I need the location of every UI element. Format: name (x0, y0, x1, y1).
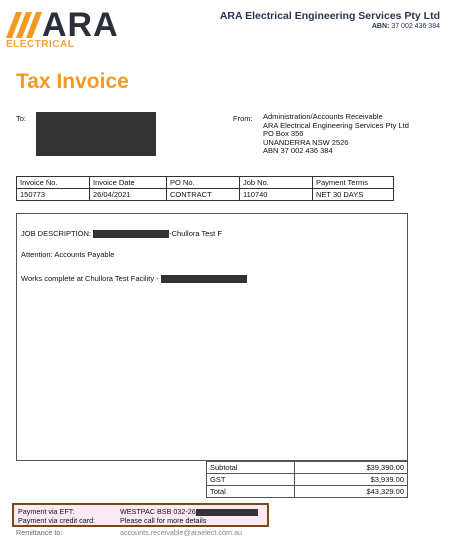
from-line: ABN 37 002 436 384 (263, 146, 333, 156)
logo-subtitle: ELECTRICAL (6, 39, 75, 50)
total-value: $43,329.00 (294, 486, 407, 498)
from-label: From: (233, 114, 253, 123)
subtotal-value: $39,390.00 (294, 462, 407, 474)
po-number: CONTRACT (167, 189, 240, 201)
invoice-date: 26/04/2021 (90, 189, 167, 201)
from-line: Administration/Accounts Receivable (263, 112, 383, 121)
logo-text: ARA (42, 6, 119, 44)
total-label: Total (207, 486, 295, 498)
totals-table (206, 461, 408, 498)
from-line: ARA Electrical Engineering Services Pty Ltd (263, 120, 409, 130)
table-row (207, 462, 408, 474)
redacted-account (196, 509, 258, 516)
remittance-label: Remittance to: (16, 528, 63, 537)
job-description-line (21, 229, 222, 238)
header-cell: Invoice No. (17, 177, 90, 189)
job-description-label: JOB DESCRIPTION: (21, 229, 92, 238)
attention-line: Attention: Accounts Payable (21, 250, 115, 259)
payment-terms: NET 30 DAYS (313, 189, 394, 201)
gst-value: $3,939.00 (294, 474, 407, 486)
job-description-suffix: -Chullora Test F (169, 229, 222, 238)
invoice-number: 150773 (17, 189, 90, 201)
card-value: Please call for more details (120, 516, 207, 525)
table-header-row (17, 177, 394, 189)
from-line: PO Box 356 (263, 129, 304, 139)
company-name: ARA Electrical Engineering Services Pty Ltd (219, 10, 440, 22)
redacted-recipient (36, 112, 156, 156)
table-row (207, 486, 408, 498)
subtotal-label: Subtotal (207, 462, 295, 474)
from-address (263, 113, 409, 156)
page-title: Tax Invoice (16, 70, 129, 93)
header-cell: Payment Terms (313, 177, 394, 189)
table-row (17, 189, 394, 201)
redacted-facility (161, 275, 247, 283)
table-row (207, 474, 408, 486)
eft-label: Payment via EFT: (18, 507, 75, 516)
header-abn: ABN: 37 002 436 384 (371, 23, 440, 30)
redacted-job-name (93, 230, 169, 238)
header-cell: PO No. (167, 177, 240, 189)
gst-label: GST (207, 474, 295, 486)
payment-details-box (12, 503, 269, 527)
invoice-details-table (16, 176, 394, 201)
header-cell: Job No. (240, 177, 313, 189)
to-label: To: (16, 114, 27, 123)
from-line: UNANDERRA NSW 2526 (263, 137, 349, 147)
header-cell: Invoice Date (90, 177, 167, 189)
works-text: Works complete at Chullora Test Facility - (21, 274, 159, 283)
logo-stripes-icon (6, 12, 46, 38)
remittance-email[interactable]: accounts.receivable@araelect.com.au (120, 528, 242, 537)
card-label: Payment via credit card: (18, 516, 96, 525)
works-line (21, 274, 247, 283)
eft-value: WESTPAC BSB 032-26 (120, 507, 258, 516)
job-description-box (16, 213, 408, 461)
job-number: 110740 (240, 189, 313, 201)
